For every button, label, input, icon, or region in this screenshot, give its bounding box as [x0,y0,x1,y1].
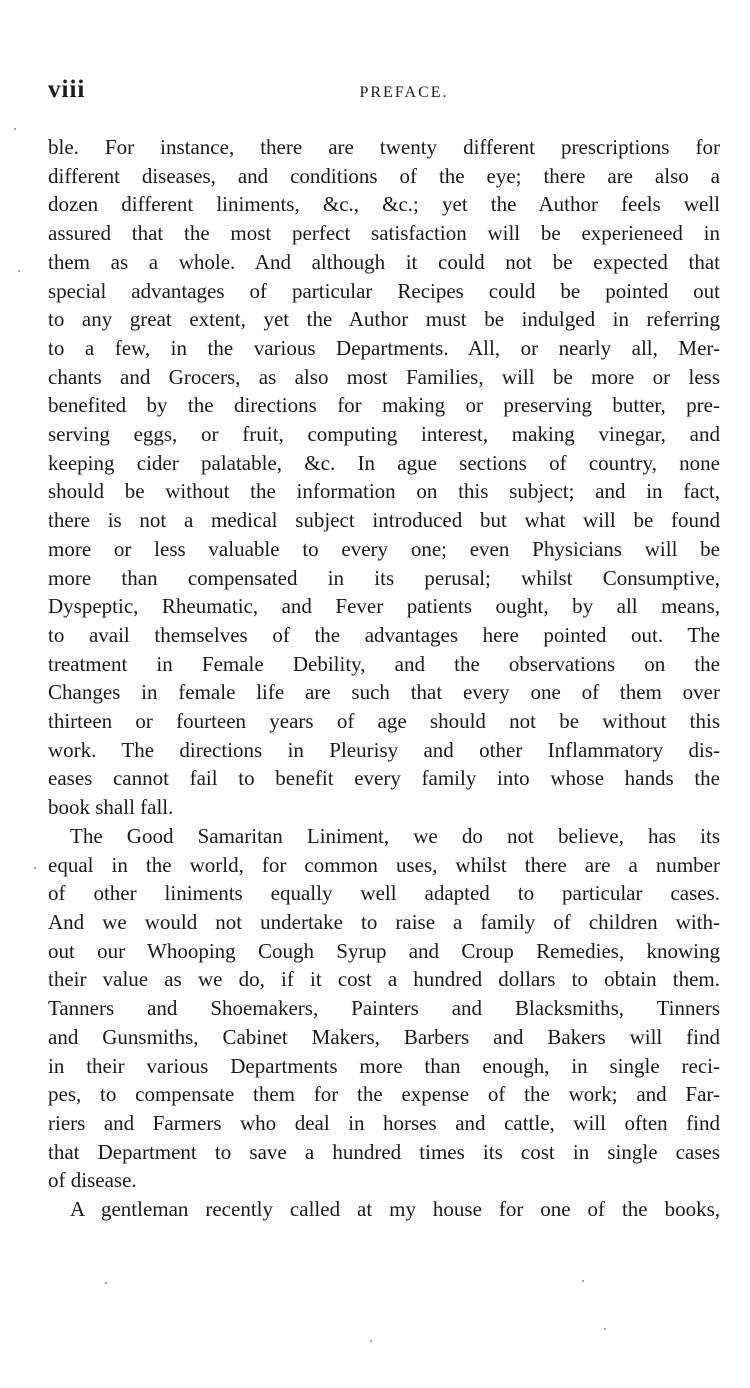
text-line: special advantages of particular Recipes could be pointed out [48,278,720,303]
text-line: equal in the world, for common uses, whilst there are a number [48,852,720,877]
text-line: keeping cider palatable, &c. In ague sections of country, none [48,450,720,475]
text-line: more or less valuable to every one; even Physicians will be [48,536,720,561]
text-line: Dyspeptic, Rheumatic, and Fever patients ought, by all means, [48,594,720,619]
scan-speck [18,270,20,272]
text-line: A gentleman recently called at my house for one of the books, [70,1197,720,1222]
text-line: Changes in female life are such that every one of them over [48,680,720,705]
paragraph-3 [48,1195,720,1224]
scan-speck [14,128,16,130]
running-title: PREFACE. [359,84,449,101]
text-line: more than compensated in its perusal; whilst Consumptive, [48,565,720,590]
text-line: of other liniments equally well adapted to particular cases. [48,881,720,906]
text-line: out our Whooping Cough Syrup and Croup Remedies, knowing [48,938,720,963]
text-line: benefited by the directions for making or preserving butter, pre- [48,393,720,418]
text-line: to a few, in the various Departments. All, or nearly all, Mer- [48,335,720,360]
scan-speck [34,867,36,869]
text-line: And we would not undertake to raise a family of children with- [48,909,720,934]
paragraph-1 [48,133,720,822]
page-header [48,76,720,106]
preface-body [48,133,720,1224]
text-line: and Gunsmiths, Cabinet Makers, Barbers and Bakers will find [48,1024,720,1049]
text-line: serving eggs, or fruit, computing interest, making vinegar, and [48,422,720,447]
text-line: pes, to compensate them for the expense of the work; and Far- [48,1082,720,1107]
scan-speck [105,1282,107,1284]
text-line: book shall fall. [48,795,174,820]
scan-speck [604,1328,606,1330]
text-line: thirteen or fourteen years of age should not be without this [48,709,720,734]
text-line: to avail themselves of the advantages here pointed out. The [48,622,720,647]
text-line: ble. For instance, there are twenty different prescriptions for [48,135,720,159]
text-line: to any great extent, yet the Author must be indulged in referring [48,307,720,332]
text-line: assured that the most perfect satisfaction will be experieneed in [48,221,720,246]
text-line: in their various Departments more than enough, in single reci- [48,1053,720,1078]
text-line: of disease. [48,1168,137,1193]
text-line: riers and Farmers who deal in horses and cattle, will often find [48,1110,720,1135]
text-line: should be without the information on this subject; and in fact, [48,479,720,504]
text-line: them as a whole. And although it could not be expected that [48,249,720,274]
text-line: Tanners and Shoemakers, Painters and Blacksmiths, Tinners [48,996,720,1021]
scan-speck [582,1280,584,1282]
text-line: that Department to save a hundred times its cost in single cases [48,1139,720,1164]
text-line: chants and Grocers, as also most Families, will be more or less [48,364,720,389]
page-number: viii [48,76,86,103]
scan-speck [370,1340,372,1342]
text-line: The Good Samaritan Liniment, we do not believe, has its [70,823,720,848]
text-line: different diseases, and conditions of the eye; there are also a [48,163,720,188]
text-line: treatment in Female Debility, and the observations on the [48,651,720,676]
text-line: eases cannot fail to benefit every family into whose hands the [48,766,720,791]
text-line: dozen different liniments, &c., &c.; yet the Author feels well [48,192,720,217]
text-line: there is not a medical subject introduced but what will be found [48,508,720,533]
text-line: their value as we do, if it cost a hundred dollars to obtain them. [48,967,720,992]
text-line: work. The directions in Pleurisy and other Inflammatory dis- [48,737,720,762]
paragraph-2 [48,822,720,1195]
